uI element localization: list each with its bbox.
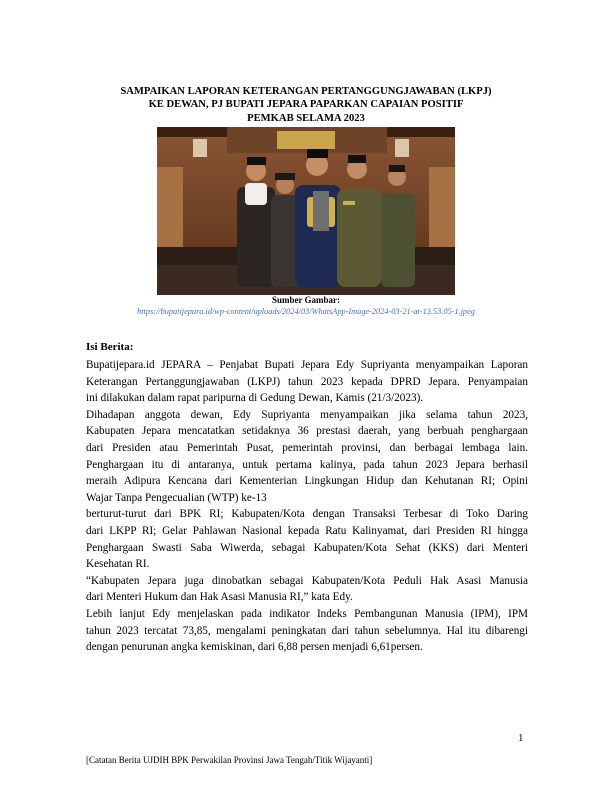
body-line: Penghargaan itu di antaranya, untuk pertama kalinya, pada tahun 2023 Jepara berhasil	[86, 458, 528, 471]
body-line: berturut-turut dari BPK RI; Kabupaten/Kota dengan Transaksi Terbesar di Toko Daring	[86, 508, 528, 521]
article-title	[70, 85, 542, 125]
body-line: Dihadapan anggota dewan, Edy Supriyanta menyampaikan jika selama tahun 2023,	[86, 408, 528, 421]
body-line: Bupatijepara.id JEPARA – Penjabat Bupati Jepara Edy Supriyanta menyampaikan Laporan	[86, 359, 528, 371]
title-line-3: PEMKAB SELAMA 2023	[247, 112, 365, 124]
image-source-link[interactable]: https://bupatijepara.id/wp-content/uploads/2024/03/WhatsApp-Image-2024-03-21-at-13.53.05-1.jpeg	[137, 307, 475, 316]
image-caption: Sumber Gambar:	[271, 295, 341, 305]
section-heading: Isi Berita:	[86, 341, 134, 353]
body-line: dari LKPP RI; Gelar Pahlawan Nasional kepada Ratu Kalinyamat, dari Presiden RI hingga	[86, 524, 528, 537]
body-line: Penghargaan Swasti Saba Wiwerda, sebagai Kabupaten/Kota Sehat (KKS) dari Menteri	[86, 541, 528, 554]
body-line: meraih Adipura Kencana dari Kementerian Lingkungan Hidup dan Kehutanan RI; Opini	[86, 475, 528, 488]
body-line: Wajar Tanpa Pengecualian (WTP) ke-13	[86, 491, 267, 504]
body-line: dari Menteri Hukum dan Hak Asasi Manusia RI,” kata Edy.	[86, 591, 353, 604]
title-line-2: KE DEWAN, PJ BUPATI JEPARA PAPARKAN CAPAIAN POSITIF	[148, 99, 464, 111]
body-line: tahun 2023 tercatat 73,85, mengalami peningkatan dari tahun sebelumnya. Hal itu dibarengi	[86, 624, 528, 637]
body-line: Kesehatan RI.	[86, 558, 150, 571]
body-line: ini dilakukan dalam rapat paripurna di Gedung Dewan, Kamis (21/3/2023).	[86, 392, 424, 405]
body-line: “Kabupaten Jepara juga dinobatkan sebagai Kabupaten/Kota Peduli Hak Asasi Manusia	[86, 574, 528, 587]
body-line: dengan penurunan angka kemiskinan, dari 6,88 persen menjadi 6,61persen.	[86, 641, 423, 654]
footer-note: [Catatan Berita UJDIH BPK Perwakilan Provinsi Jawa Tengah/Titik Wijayanti]	[86, 755, 373, 765]
page-number: 1	[518, 732, 524, 744]
news-photo	[157, 127, 455, 295]
body-line: dari Presiden atau Pemerintah Pusat, pemerintah provinsi, dan berbagai lembaga lain.	[86, 441, 528, 454]
body-line: Kabupaten Jepara mencatatkan setidaknya 36 prestasi daerah, yang berbuah penghargaan	[86, 425, 528, 438]
body-line: Keterangan Pertanggungjawaban (LKPJ) tahun 2023 kepada DPRD Jepara. Penyampaian	[86, 375, 528, 388]
article-body	[86, 357, 528, 656]
body-line: Lebih lanjut Edy menjelaskan pada indikator Indeks Pembangunan Manusia (IPM), IPM	[86, 607, 528, 620]
title-line-1: SAMPAIKAN LAPORAN KETERANGAN PERTANGGUNGJAWABAN (LKPJ)	[120, 86, 492, 97]
